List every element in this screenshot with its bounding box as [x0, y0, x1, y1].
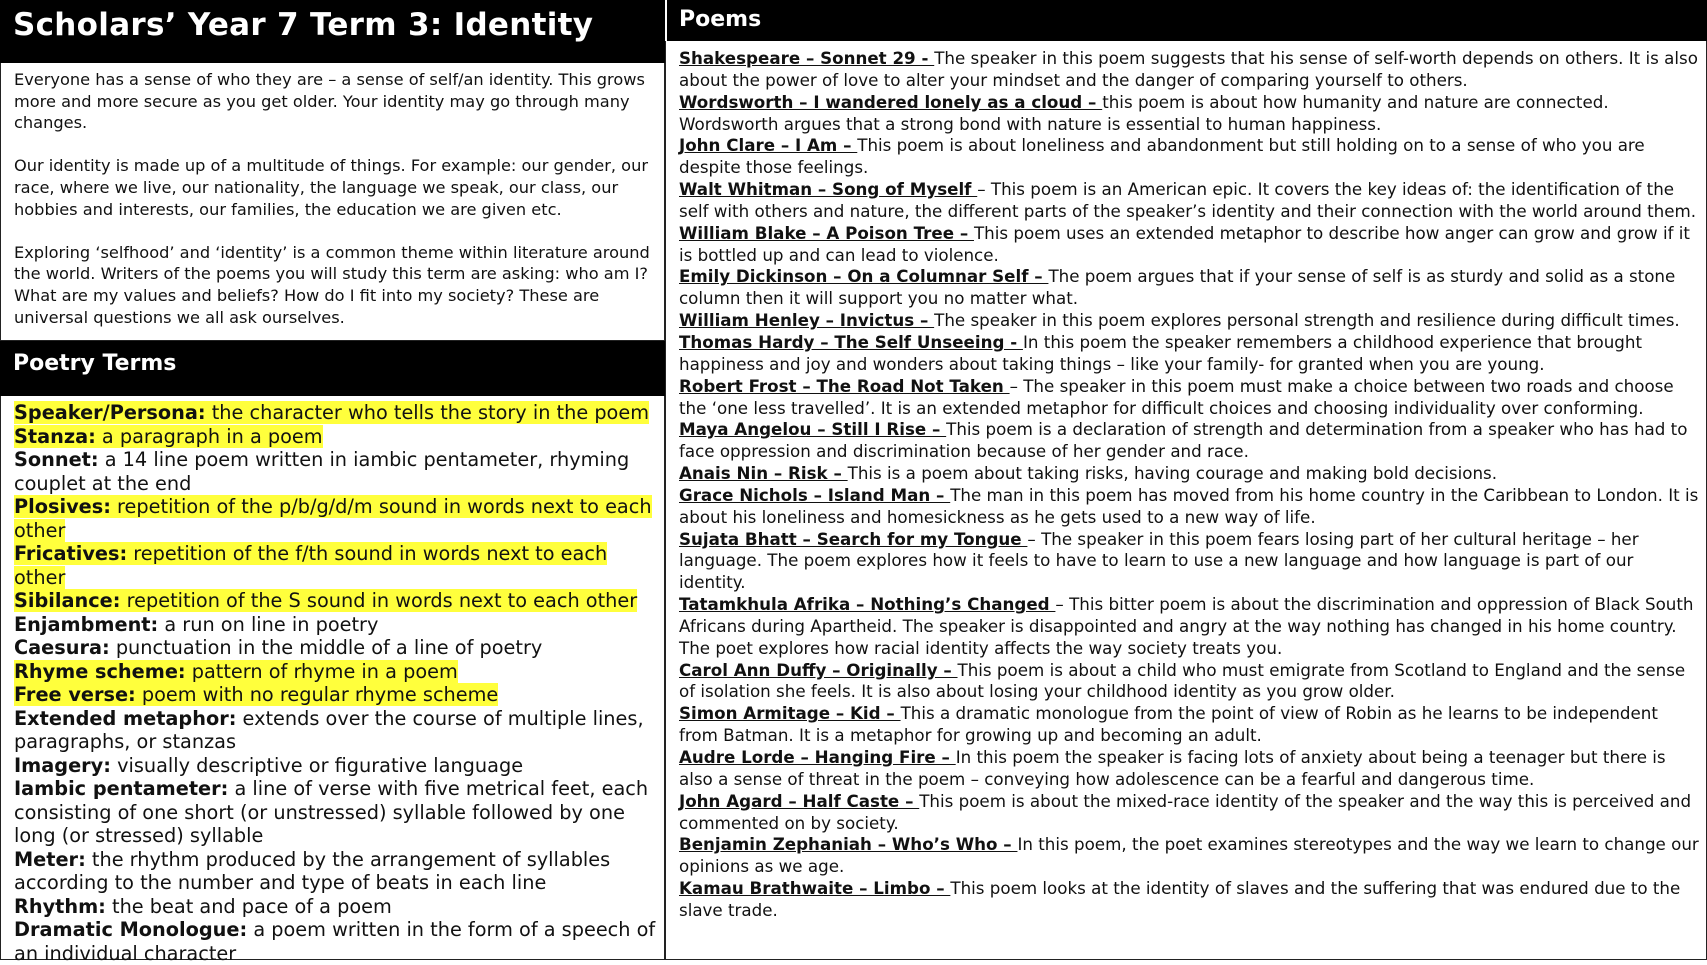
term-item: [14, 660, 658, 684]
poem-description: This poem is about a child who must emigrate from Scotland to England and the sense of isolation she feels. It is also about losing your childhood identity as you grow older.: [679, 659, 1686, 702]
term-name: Rhyme scheme:: [14, 659, 186, 683]
poem-item: [679, 791, 1700, 835]
poem-item: [679, 310, 1700, 332]
poem-title: Kamau Brathwaite – Limbo –: [679, 878, 951, 899]
term-item: [14, 683, 658, 707]
poem-item: [679, 485, 1700, 529]
term-name: Iambic pentameter:: [14, 777, 229, 800]
term-definition: pattern of rhyme in a poem: [185, 659, 458, 683]
poem-description: – This bitter poem is about the discrimination and oppression of Black South Africans during Apartheid. The speaker is disappointed and angry at the way nothing has changed in his home country. The poet explores how racial identity affects the way society treats you.: [679, 594, 1694, 658]
poem-title: William Blake – A Poison Tree –: [679, 222, 974, 243]
poem-item: [679, 266, 1700, 310]
term-item: [14, 542, 658, 589]
term-definition: repetition of the p/b/g/d/m sound in words next to each other: [14, 495, 652, 542]
term-item: [14, 777, 658, 848]
poem-description: this poem is about how humanity and nature are connected. Wordsworth argues that a strong bond with nature is essential to human happiness.: [679, 91, 1609, 134]
poem-item: [679, 529, 1700, 595]
term-name: Plosives:: [14, 495, 111, 518]
poem-item: [679, 135, 1700, 179]
poem-title: Carol Ann Duffy – Originally –: [679, 659, 958, 680]
intro-paragraph: Our identity is made up of a multitude of things. For example: our gender, our race, where we live, our nationality, the language we speak, our class, our hobbies and interests, our families, the education we are given etc.: [14, 156, 648, 219]
poem-title: John Clare – I Am –: [679, 135, 858, 156]
term-item: [14, 848, 658, 895]
poem-item: [679, 223, 1700, 267]
poem-item: [679, 660, 1700, 704]
poem-title: John Agard – Half Caste –: [679, 790, 920, 811]
poem-description: The man in this poem has moved from his home country in the Caribbean to London. It is about his loneliness and homesickness as he gets used to a new way of life.: [679, 484, 1699, 527]
poem-item: [679, 48, 1700, 92]
intro-panel: [0, 63, 665, 341]
term-name: Stanza:: [14, 424, 96, 448]
poem-description: – The speaker in this poem must make a choice between two roads and choose the ‘one less travelled’. It is an extended metaphor for difficult choices and choosing individuality over conforming.: [679, 375, 1674, 418]
term-definition: a poem written in the form of a speech of an individual character: [14, 918, 656, 965]
poem-title: Grace Nichols – Island Man –: [679, 484, 951, 505]
poem-title: Wordsworth – I wandered lonely as a cloud –: [679, 91, 1103, 112]
term-definition: the character who tells the story in the poem: [205, 401, 649, 424]
term-item: [14, 636, 658, 660]
poem-item: [679, 834, 1700, 878]
poem-title: William Henley – Invictus –: [679, 310, 935, 331]
poem-item: [679, 92, 1700, 136]
term-item: [14, 401, 658, 425]
term-definition: a paragraph in a poem: [95, 424, 323, 448]
poem-description: This poem looks at the identity of slaves and the suffering that was endured due to the slave trade.: [679, 878, 1681, 920]
term-item: [14, 754, 658, 778]
poem-description: – The speaker in this poem fears losing part of her cultural heritage – her language. The poem explores how it feels to have to learn to use a new language and how language is part of our identity.: [679, 528, 1639, 593]
term-name: Meter:: [14, 847, 86, 871]
term-name: Speaker/Persona:: [14, 401, 206, 424]
poem-description: The poem argues that if your sense of self is as sturdy and solid as a stone column then it will support you no matter what.: [679, 266, 1676, 309]
poem-item: [679, 376, 1700, 420]
intro-paragraph: Everyone has a sense of who they are – a sense of self/an identity. This grows more and more secure as you get older. Your identity may go through many changes.: [14, 70, 645, 133]
poem-description: This poem is a declaration of strength and determination from a speaker who has had to face oppression and discrimination because of her gender and race.: [679, 419, 1688, 462]
intro-paragraph: Exploring ‘selfhood’ and ‘identity’ is a common theme within literature around the world. Writers of the poems you will study this term are asking: who am I? What are my values and beliefs? How do I fit into my society? These are universal questions we all ask ourselves.: [14, 242, 650, 327]
term-definition: repetition of the f/th sound in words next to each other: [14, 542, 608, 589]
poem-description: This poem is about the mixed-race identity of the speaker and the way this is perceived and commented on by society.: [679, 790, 1692, 833]
poem-description: This a dramatic monologue from the point of view of Robin as he learns to be independent from Batman. It is a metaphor for growing up and becoming an adult.: [679, 703, 1658, 746]
term-item: [14, 448, 658, 495]
poem-title: Simon Armitage – Kid –: [679, 703, 901, 724]
poem-title: Maya Angelou – Still I Rise –: [679, 419, 947, 440]
term-name: Sonnet:: [14, 448, 99, 471]
poem-description: This is a poem about taking risks, having courage and making bold decisions.: [847, 463, 1498, 484]
poem-item: [679, 703, 1700, 747]
term-definition: repetition of the S sound in words next to each other: [120, 589, 638, 612]
poem-title: Tatamkhula Afrika – Nothing’s Changed: [679, 594, 1056, 615]
term-name: Enjambment:: [14, 612, 159, 636]
term-definition: the rhythm produced by the arrangement of syllables according to the number and type of beats in each line: [14, 847, 611, 894]
term-name: Fricatives:: [14, 542, 128, 565]
poem-description: In this poem, the poet examines stereotypes and the way we learn to change our opinions as we age.: [679, 834, 1699, 877]
poem-item: [679, 463, 1700, 485]
term-item: [14, 425, 658, 449]
poem-description: In this poem the speaker remembers a childhood experience that brought happiness and joy and wonders about taking things – like your family- for granted when you are young.: [679, 331, 1642, 374]
term-item: [14, 707, 658, 754]
poem-item: [679, 747, 1700, 791]
term-name: Free verse:: [14, 683, 136, 706]
poem-description: This poem uses an extended metaphor to describe how anger can grow and grow if it is bottled up and can lead to violence.: [679, 222, 1690, 265]
poems-list: [665, 41, 1707, 960]
term-definition: punctuation in the middle of a line of poetry: [109, 636, 543, 659]
poems-heading: Poems: [667, 0, 1707, 41]
poem-description: The speaker in this poem explores personal strength and resilience during difficult times.: [934, 310, 1680, 331]
poem-description: – This poem is an American epic. It covers the key ideas of: the identification of the self with others and nature, the different parts of the speaker’s identity and their connection with the world around them.: [679, 179, 1697, 221]
poetry-terms-heading: Poetry Terms: [0, 341, 665, 396]
poem-item: [679, 332, 1700, 376]
poem-title: Anais Nin – Risk –: [679, 463, 848, 484]
poem-item: [679, 419, 1700, 463]
poem-description: This poem is about loneliness and abandonment but still holding on to a sense of who you are despite those feelings.: [679, 135, 1645, 178]
term-definition: a run on line in poetry: [158, 612, 379, 636]
term-item: [14, 589, 658, 613]
term-definition: the beat and pace of a poem: [105, 894, 392, 918]
term-name: Extended metaphor:: [14, 706, 237, 730]
poem-title: Audre Lorde – Hanging Fire –: [679, 747, 956, 767]
term-definition: poem with no regular rhyme scheme: [135, 683, 499, 706]
poem-item: [679, 878, 1700, 922]
term-item: [14, 495, 658, 542]
term-definition: extends over the course of multiple lines, paragraphs, or stanzas: [14, 706, 644, 753]
term-item: [14, 918, 658, 965]
term-name: Rhythm:: [14, 894, 106, 918]
term-definition: visually descriptive or figurative language: [110, 753, 524, 777]
term-name: Imagery:: [14, 753, 111, 777]
poem-item: [679, 594, 1700, 660]
term-definition: a 14 line poem written in iambic pentameter, rhyming couplet at the end: [14, 448, 630, 495]
poem-title: Robert Frost – The Road Not Taken: [679, 375, 1010, 396]
poem-title: Emily Dickinson – On a Columnar Self –: [679, 266, 1049, 287]
poem-title: Shakespeare – Sonnet 29 -: [679, 48, 935, 68]
term-name: Caesura:: [14, 636, 110, 659]
page-title: Scholars’ Year 7 Term 3: Identity: [0, 0, 665, 63]
term-definition: a line of verse with five metrical feet, each consisting of one short (or unstressed) syllable followed by one long (or stressed) syllable: [14, 777, 649, 847]
term-item: [14, 895, 658, 919]
term-name: Sibilance:: [14, 589, 121, 612]
poem-title: Walt Whitman – Song of Myself: [679, 179, 978, 200]
poem-title: Benjamin Zephaniah – Who’s Who –: [679, 834, 1018, 855]
term-name: Dramatic Monologue:: [14, 918, 248, 941]
poem-description: In this poem the speaker is facing lots of anxiety about being a teenager but there is also a sense of threat in the poem – conveying how adolescence can be a fearful and dangerous time.: [679, 747, 1666, 789]
poem-description: The speaker in this poem suggests that his sense of self-worth depends on others. It is also about the power of love to alter your mindset and the danger of comparing yourself to others.: [679, 48, 1698, 90]
poetry-terms-list: [0, 396, 665, 965]
poem-title: Thomas Hardy – The Self Unseeing -: [679, 331, 1023, 352]
poem-item: [679, 179, 1700, 223]
term-item: [14, 613, 658, 637]
poem-title: Sujata Bhatt – Search for my Tongue: [679, 528, 1028, 549]
